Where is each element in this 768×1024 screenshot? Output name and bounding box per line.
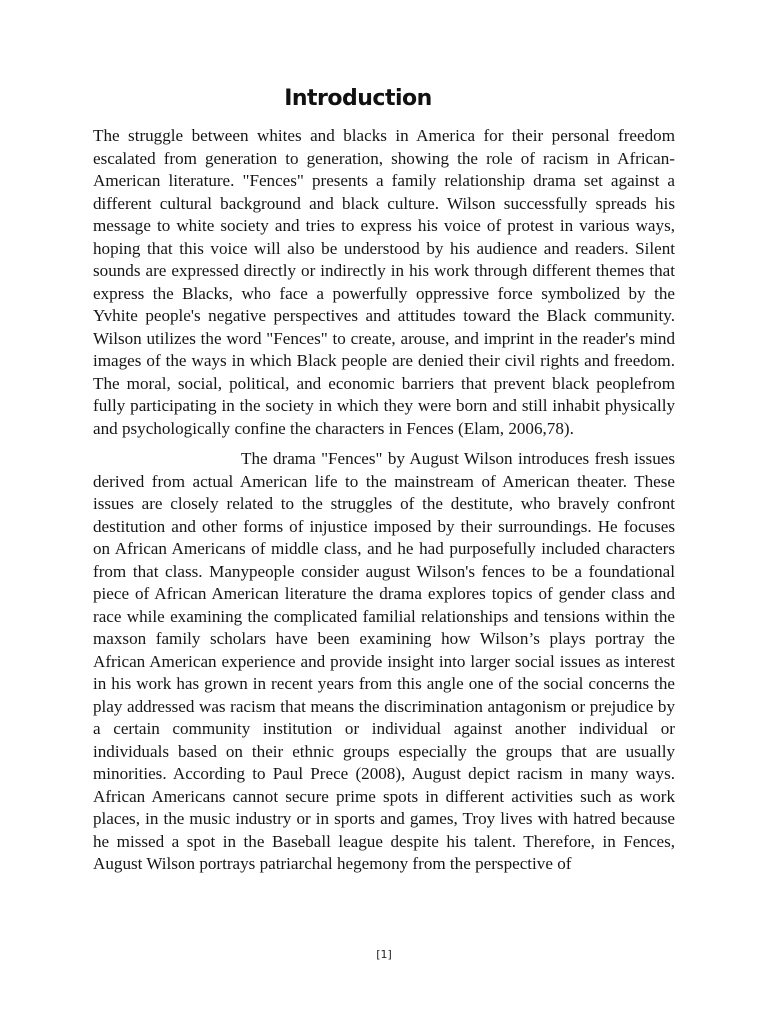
body-text [93,125,675,876]
page-title: Introduction [284,86,432,111]
paragraph-1: The struggle between whites and blacks in America for their personal freedom escalated from generation to generation, showing the role of racism in African-American literature. "Fences" presents a family relationship drama set against a different cultural background and black culture. Wilson successfully spreads his message to white society and tries to express his voice of protest in various ways, hoping that this voice will also be understood by his audience and readers. Silent sounds are expressed directly or indirectly in his work through different themes that express the Blacks, who face a powerfully oppressive force symbolized by the Yvhite people's negative perspectives and attitudes toward the Black community. Wilson utilizes the word "Fences" to create, arouse, and imprint in the reader's mind images of the ways in which Black people are denied their civil rights and freedom. The moral, social, political, and economic barriers that prevent black peoplefrom fully participating in the society in which they were born and still inhabit physically and psychologically confine the characters in Fences (Elam, 2006,78). [93,126,675,438]
paragraph-2: The drama "Fences" by August Wilson introduces fresh issues derived from actual American life to the mainstream of American theater. These issues are closely related to the struggles of the destitute, who bravely confront destitution and other forms of injustice imposed by their surroundings. He focuses on African Americans of middle class, and he had purposefully included characters from that class. Manypeople consider august Wilson's fences to be a foundational piece of African American literature the drama explores topics of gender class and race while examining the complicated familial relationships and tensions within the maxson family scholars have been examining how Wilson’s plays portray the African American experience and provide insight into larger social issues as interest in his work has grown in recent years from this angle one of the social concerns the play addressed was racism that means the discrimination antagonism or prejudice by a certain community institution or individual against another individual or individuals based on their ethnic groups especially the groups that are usually minorities. According to Paul Prece (2008), August depict racism in many ways. African Americans cannot secure prime spots in different activities such as work places, in the music industry or in sports and games, Troy lives with hatred because he missed a spot in the Baseball league despite his talent. Therefore, in Fences, August Wilson portrays patriarchal hegemony from the perspective of [93,449,675,873]
page-number: [1] [376,948,392,961]
